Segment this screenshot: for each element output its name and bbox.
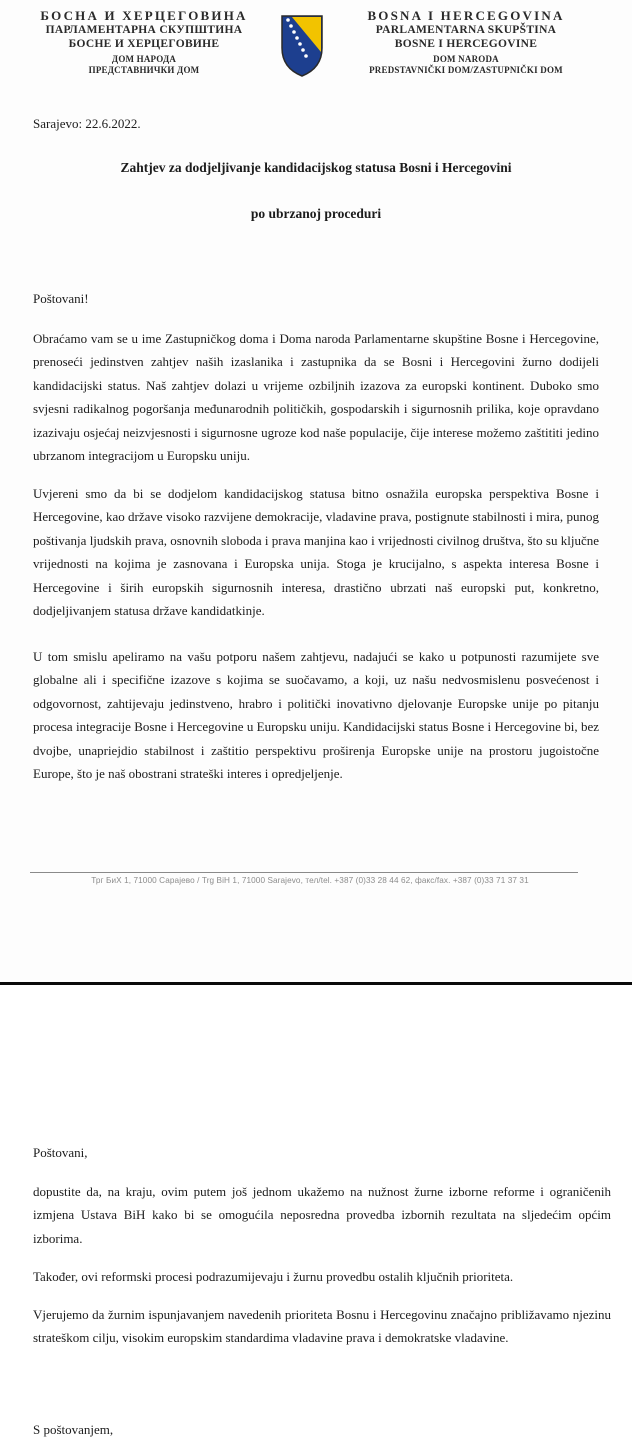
letterhead-cyrillic bbox=[28, 8, 260, 76]
page2-paragraph-2: Također, ovi reformski procesi podrazumijevaju i žurnu provedbu ostalih ključnih prioriteta. bbox=[33, 1269, 514, 1284]
letterhead bbox=[0, 8, 632, 82]
salutation: Poštovani! bbox=[33, 291, 89, 306]
letterhead-house-representatives-latin: PREDSTAVNIČKI DOM/ZASTUPNIČKI DOM bbox=[369, 65, 563, 75]
document-page-2 bbox=[0, 985, 632, 1440]
letterhead-latin bbox=[348, 8, 584, 76]
page2-paragraph-3: Vjerujemo da žurnim ispunjavanjem navedenih prioriteta Bosnu i Hercegovinu značajno približavamo njezinu strateškom cilju, visokim europskim standardima vladavine prava i demokratske vladavine. bbox=[33, 1307, 611, 1346]
letter-date: Sarajevo: 22.6.2022. bbox=[33, 116, 141, 131]
letterhead-house-representatives: ПРЕДСТАВНИЧКИ ДОМ bbox=[88, 65, 200, 75]
letter-title: Zahtjev za dodjeljivanje kandidacijskog statusa Bosni i Hercegovini bbox=[120, 160, 512, 175]
footer-address: Трг БиХ 1, 71000 Сарајево / Trg BiH 1, 71000 Sarajevo, тел/tel. +387 (0)33 28 44 62, факс/fax. +387 (0)33 71 37 31 bbox=[91, 876, 529, 885]
closing-salutation: S poštovanjem, bbox=[33, 1422, 114, 1437]
letterhead-assembly-latin: PARLAMENTARNA SKUPŠTINA bbox=[375, 24, 557, 36]
letterhead-assembly-of-latin: BOSNE I HERCEGOVINE bbox=[394, 38, 538, 50]
body-paragraph-3: U tom smislu apeliramo na vašu potporu našem zahtjevu, nadajući se kako u potpunosti razumijete sve globalne ali i specifične izazove s kojima se suočavamo, a koji, uz našu nedvosmislenu posvećenost i odgovornost, zahtijevaju jedinstveno, hrabro i politički inovativno djelovanje Europske unije po pitanju procesa integracije Bosne i Hercegovine u Europsku uniju. Kandidacijski status Bosne i Hercegovine bi, bez dvojbe, unapriejdio stabilnost i zaštitio perspektivu proširenja Europske unije na prostoru jugoistočne Europe, što je naš obostrani strateški interes i opredjeljenje. bbox=[33, 649, 599, 782]
body-paragraph-1: Obraćamo vam se u ime Zastupničkog doma i Doma naroda Parlamentarne skupštine Bosne i Hercegovine, prenoseći jedinstven zahtjev naših izaslanika i zastupnika da se Bosni i Hercegovini žurno dodijeli kandidacijski status. Naš zahtjev dolazi u vrijeme ozbiljnih izazova za europski kontinent. Duboko smo svjesni radikalnog pogoršanja međunarodnih političkih, gospodarskih i sigurnosnih prilika, koje opravdano izazivaju osjećaj neizvjesnosti i sigurnosne ugroze kod naše populacije, čije interese možemo zaštititi jedino ubrzanom integracijom u Europsku uniju. bbox=[33, 331, 599, 464]
letterhead-house-peoples: ДОМ НАРОДА bbox=[111, 54, 177, 64]
letterhead-assembly-of: БОСНЕ И ХЕРЦЕГОВИНЕ bbox=[68, 38, 220, 50]
footer-divider bbox=[30, 872, 578, 873]
letter-subtitle: po ubrzanoj proceduri bbox=[250, 206, 382, 221]
letterhead-house-peoples-latin: DOM NARODA bbox=[433, 54, 499, 64]
body-paragraph-2: Uvjereni smo da bi se dodjelom kandidacijskog statusa bitno osnažila europska perspektiva Bosne i Hercegovine, kao države visoko razvijene demokracije, vladavine prava, postignute stabilnosti i mira, punog poštivanja ljudskih prava, osnovnih sloboda i prava manjina kao i vrijednosti civilnog društva, što su ključne vrijednosti na kojima je zasnovana i Europska unija. Stoga je krucijalno, s aspekta interesa Bosne i Hercegovine i širih europskih sigurnosnih interesa, drastično ubrzati naš europski put, konkretno, dodjeljivanjem statusa države kandidatkinje. bbox=[33, 486, 599, 619]
letterhead-country: БОСНА И ХЕРЦЕГОВИНА bbox=[40, 8, 248, 23]
letterhead-country-latin: BOSNA I HERCEGOVINA bbox=[367, 8, 565, 23]
page2-greeting: Poštovani, bbox=[33, 1145, 88, 1160]
letterhead-assembly: ПАРЛАМЕНТАРНА СКУПШТИНА bbox=[45, 24, 243, 36]
coat-of-arms-icon bbox=[280, 12, 324, 78]
page2-paragraph-1: dopustite da, na kraju, ovim putem još jednom ukažemo na nužnost žurne izborne reforme i ograničenih izmjena Ustava BiH kako bi se omogućila neposredna provedba izbornih rezultata na sljedećim općim izborima. bbox=[33, 1184, 611, 1246]
